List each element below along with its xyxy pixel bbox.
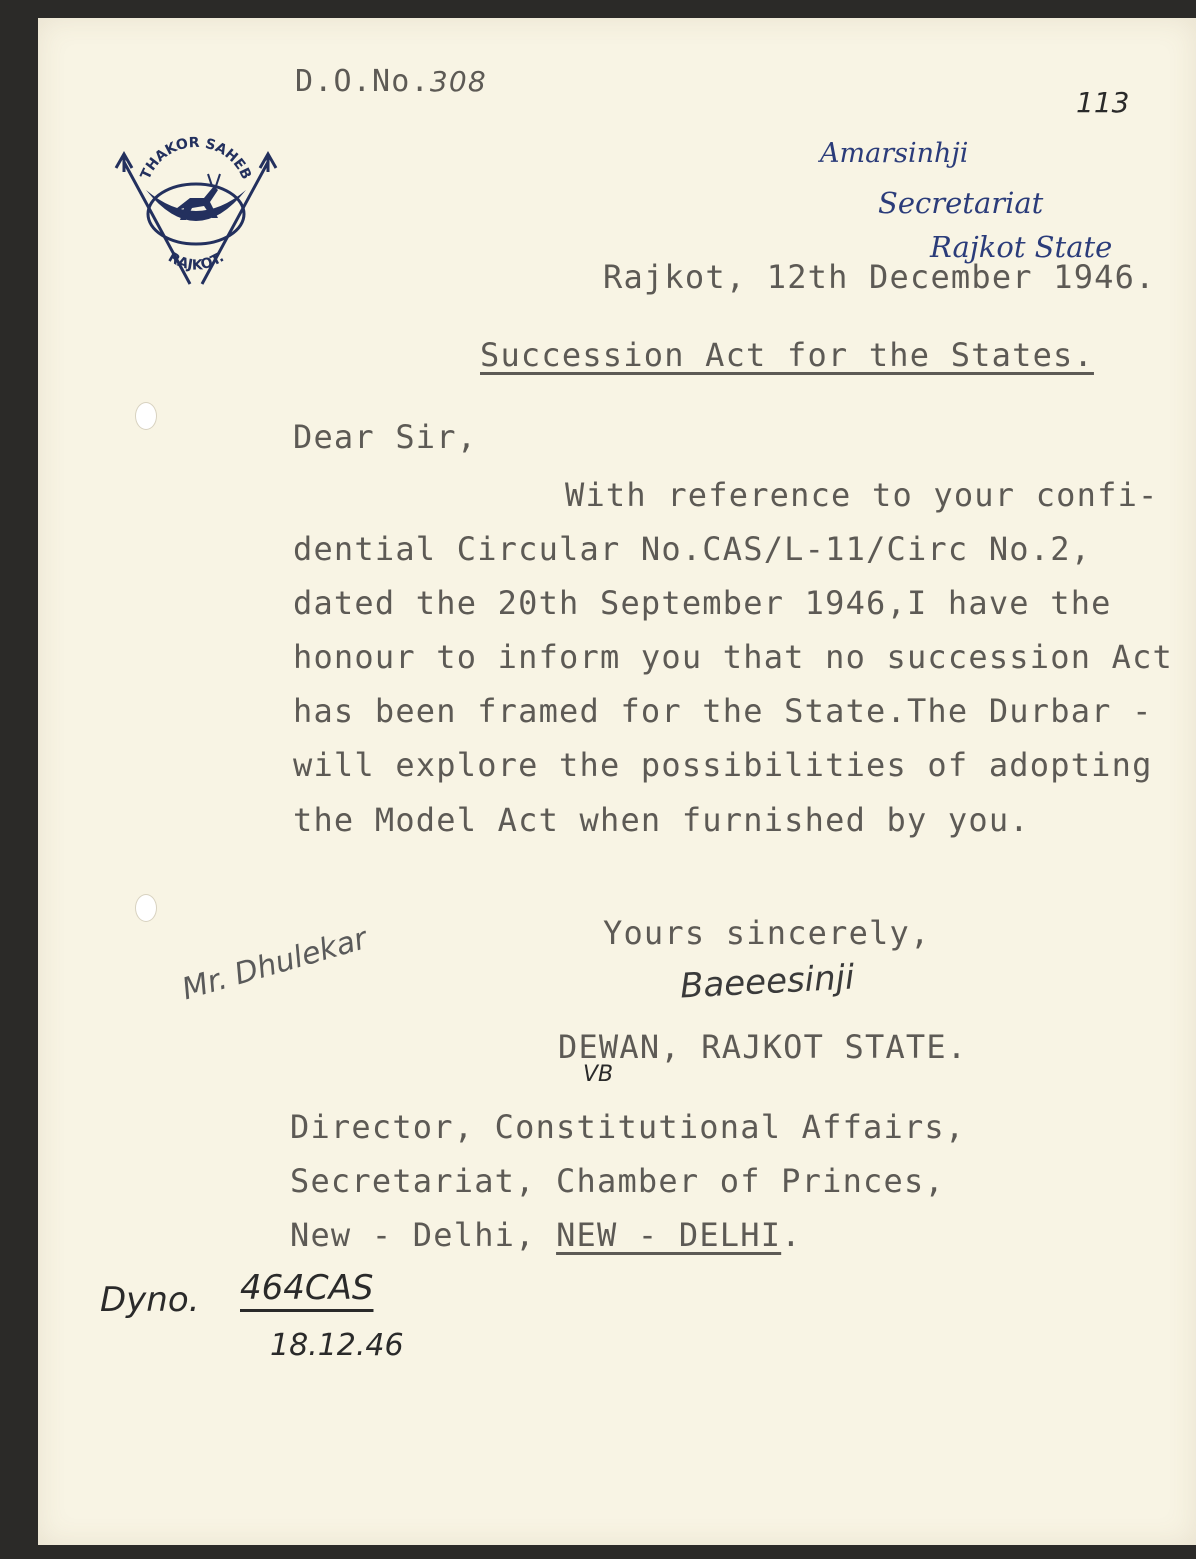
punch-hole-top bbox=[135, 402, 157, 430]
address-city: New - Delhi, bbox=[290, 1216, 557, 1254]
address-city-caps: NEW - DELHI bbox=[556, 1216, 782, 1254]
address-line-2: Secretariat, Chamber of Princes, bbox=[290, 1162, 945, 1200]
ref-number bbox=[295, 64, 487, 99]
ref-prefix: D.O.No. bbox=[295, 64, 430, 99]
letterhead-line-1: Amarsinhji bbox=[820, 138, 969, 169]
state-emblem bbox=[106, 102, 286, 292]
margin-note: Mr. Dhulekar bbox=[178, 921, 371, 1008]
body-line-5: has been framed for the State.The Durbar - bbox=[293, 692, 1153, 730]
page-number: 113 bbox=[1076, 86, 1130, 119]
ref-number-handwritten: 308 bbox=[429, 65, 487, 98]
salutation: Dear Sir, bbox=[293, 418, 478, 456]
body-line-7: the Model Act when furnished by you. bbox=[293, 801, 1030, 839]
letterhead-line-2: Secretariat bbox=[878, 186, 1044, 220]
closing: Yours sincerely, bbox=[603, 914, 931, 952]
emblem-top-text: THAKOR SAHEB bbox=[137, 134, 255, 182]
emblem-bottom-text: RAJKOT. bbox=[165, 249, 227, 274]
date-line: Rajkot, 12th December 1946. bbox=[603, 258, 1156, 296]
registry-number: 464CAS bbox=[240, 1268, 374, 1308]
registry-label: Dyno. bbox=[100, 1280, 200, 1320]
svg-text:THAKOR SAHEB bbox=[138, 135, 254, 182]
body-line-4: honour to inform you that no succession Act bbox=[293, 638, 1174, 676]
registry-date: 18.12.46 bbox=[270, 1328, 404, 1363]
address-line-1: Director, Constitutional Affairs, bbox=[290, 1108, 966, 1146]
signature: Baeeesinji bbox=[679, 957, 856, 1007]
address-period: . bbox=[781, 1216, 802, 1254]
letterhead-line-3: Rajkot State bbox=[930, 230, 1113, 264]
subject-line: Succession Act for the States. bbox=[480, 336, 1094, 374]
svg-text:RAJKOT. bbox=[165, 249, 227, 273]
body-line-1: With reference to your confi- bbox=[565, 476, 1159, 514]
letter-page bbox=[38, 18, 1196, 1545]
punch-hole-bottom bbox=[135, 894, 157, 922]
address-line-3 bbox=[290, 1216, 802, 1254]
body-line-2: dential Circular No.CAS/L-11/Circ No.2, bbox=[293, 530, 1092, 568]
body-line-6: will explore the possibilities of adopting bbox=[293, 746, 1153, 784]
body-line-3: dated the 20th September 1946,I have the bbox=[293, 584, 1112, 622]
signatory: DEWAN, RAJKOT STATE. bbox=[558, 1028, 968, 1066]
initials: VB bbox=[583, 1062, 614, 1087]
